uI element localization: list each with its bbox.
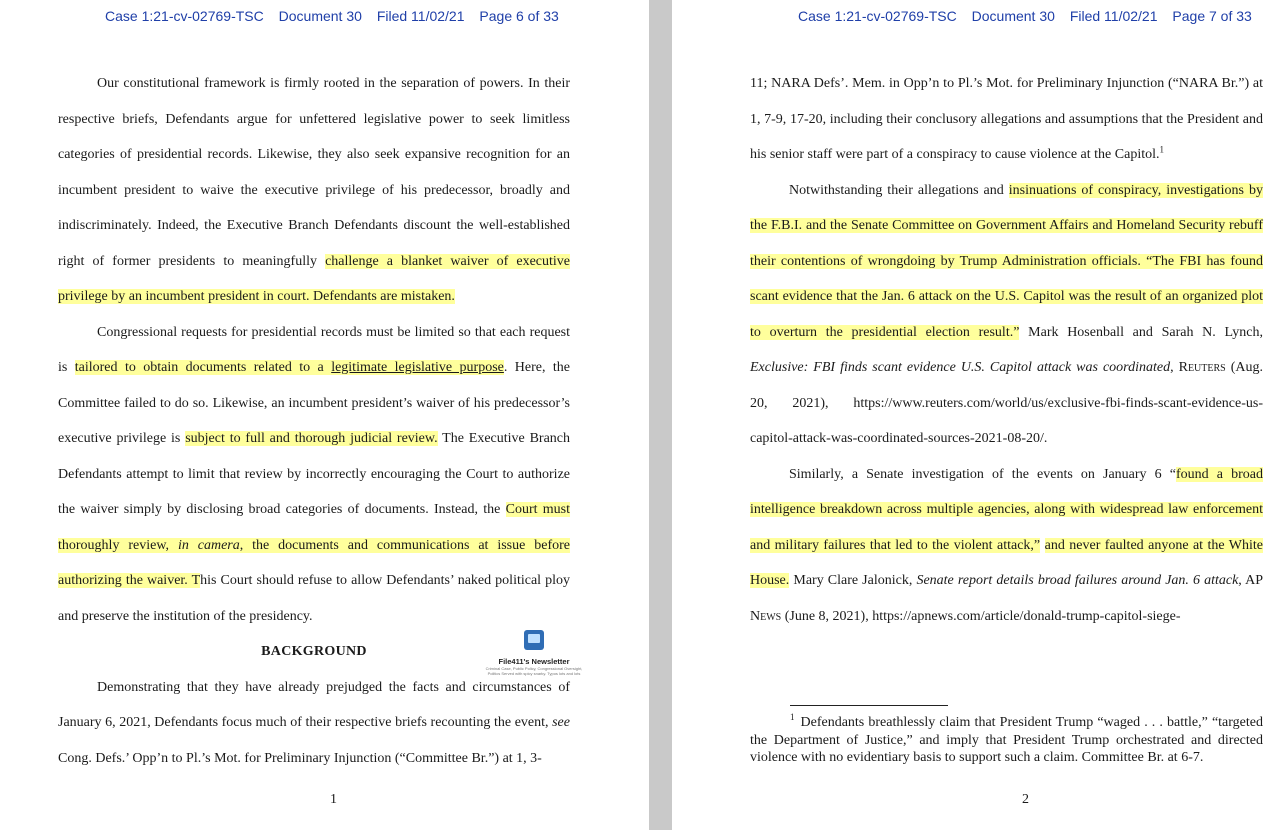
case-number: Case 1:21-cv-02769-TSC xyxy=(105,8,264,24)
small-caps-text: News xyxy=(750,608,782,624)
footnote xyxy=(750,714,1263,767)
page-number: 1 xyxy=(330,792,337,807)
page-body xyxy=(750,66,1263,634)
highlighted-text: , the documents and communications at issue before authorizing the waiver. T xyxy=(58,537,570,588)
text-run: Similarly, a Senate investigation of the events on January 6 “ xyxy=(789,466,1176,482)
text-run: . Here, the Committee failed to do so. Likewise, an incumbent president’s waiver of his predecessor’s executive privilege is xyxy=(58,360,571,446)
highlighted-text: challenge a blanket waiver of executive privilege by an incumbent president in court. Defendants are mistaken. xyxy=(58,253,570,304)
page-indicator: Page 7 of 33 xyxy=(1172,8,1252,24)
text-run: Demonstrating that they have already prejudged the facts and circumstances of January 6, 2021, Defendants focus much of their respective briefs recounting the event, xyxy=(58,679,570,730)
text-run: , AP xyxy=(1238,573,1264,588)
text-run: 11; NARA Defs’. Mem. in Opp’n to Pl.’s Mot. for Preliminary Injunction (“NARA Br.”) at 1, 7-9, 17-20, including their conclusory allegations and assumptions that the President and his senior staff were part of a conspiracy to cause violence at the Capitol. xyxy=(750,76,1263,162)
document-page-right xyxy=(672,0,1280,830)
page-number: 2 xyxy=(1022,792,1029,807)
small-caps-text: Reuters xyxy=(1178,360,1226,375)
page-gutter xyxy=(649,0,672,830)
citation-url: (June 8, 2021), https://apnews.com/article/donald-trump-capitol-siege- xyxy=(781,608,1181,624)
highlighted-text: subject to full and thorough judicial review. xyxy=(185,431,438,446)
text-run: Mark Hosenball and Sarah N. Lynch, xyxy=(1019,324,1263,340)
italic-text: Exclusive: FBI finds scant evidence U.S. Capitol attack was coordinated xyxy=(750,360,1171,375)
text-run: The Executive Branch Defendants attempt to limit that review by incorrectly encouraging the Court to authorize the waiver simply by disclosing broad categories of documents. Instead, the xyxy=(58,431,571,517)
page-header xyxy=(798,8,1263,24)
text-run: Cong. Defs.’ Opp’n to Pl.’s Mot. for Preliminary Injunction (“Committee Br.”) at 1, 3- xyxy=(58,750,542,766)
highlighted-text: Court must thoroughly review, xyxy=(58,502,571,553)
newsletter-icon xyxy=(524,630,544,650)
document-number: Document 30 xyxy=(971,8,1055,24)
footnote-divider xyxy=(790,705,948,706)
newsletter-watermark xyxy=(480,630,588,686)
paragraph xyxy=(58,66,570,315)
page-header xyxy=(105,8,570,24)
italic-text: Senate report details broad failures around Jan. 6 attack xyxy=(916,573,1239,588)
text-run: Congressional requests for presidential records must be limited so that each request is xyxy=(58,324,570,375)
paragraph xyxy=(750,173,1263,457)
footnote-marker[interactable]: 1 xyxy=(1159,144,1164,155)
highlighted-text: tailored to obtain documents related to a xyxy=(74,360,332,375)
document-number: Document 30 xyxy=(278,8,362,24)
highlighted-italic-text: in camera xyxy=(177,537,240,553)
filed-date: Filed 11/02/21 xyxy=(376,8,465,24)
text-run xyxy=(1040,538,1044,553)
footnote-text: Defendants breathlessly claim that President Trump “waged . . . battle,” “targeted the Department of Justice,” and imply that President Trump orchestrated and directed violence with no evidentiary basis to support such a claim. Committee Br. at 6-7. xyxy=(750,715,1263,765)
highlighted-text: insinuations of conspiracy, investigations by the F.B.I. and the Senate Committee on Government Affairs and Homeland Security rebuff their contentions of wrongdoing by Trump Administration officials. “The FBI has found scant evidence that the Jan. 6 attack on the U.S. Capitol was the result of an organized plot to overturn the presidential election result.” xyxy=(750,182,1263,340)
page-indicator: Page 6 of 33 xyxy=(479,8,559,24)
newsletter-tagline: Criminal Case, Public Policy, Congressional Oversight, Politics Served with spicy snarky. Typos lots and lots xyxy=(485,666,583,676)
citation-url: (Aug. 20, 2021), https://www.reuters.com/world/us/exclusive-fbi-finds-scant-evidence-us-capitol-attack-was-coordinated-sources-2021-08-20/. xyxy=(750,360,1264,446)
underlined-highlighted-text: legitimate legislative purpose xyxy=(331,360,504,375)
paragraph xyxy=(750,66,1263,173)
paragraph xyxy=(58,315,570,635)
text-run: Mary Clare Jalonick, xyxy=(789,573,917,588)
text-run: his Court should refuse to allow Defendants’ naked political ploy and preserve the institution of the presidency. xyxy=(58,573,570,624)
case-number: Case 1:21-cv-02769-TSC xyxy=(798,8,957,24)
filed-date: Filed 11/02/21 xyxy=(1069,8,1158,24)
text-run: Notwithstanding their allegations and xyxy=(789,182,1009,198)
highlighted-text: found a broad intelligence breakdown across multiple agencies, along with widespread law enforcement and military failures that led to the violent attack,” xyxy=(750,466,1263,553)
text-run: Our constitutional framework is firmly rooted in the separation of powers. In their respective briefs, Defendants argue for unfettered legislative power to seek limitless categories of presidential records. Likewise, they also seek expansive recognition for an incumbent president to waive the executive privilege of his predecessor, broadly and indiscriminately. Indeed, the Executive Branch Defendants discount the well-established right of former presidents to meaningfully xyxy=(58,76,570,269)
italic-text: see xyxy=(552,715,570,730)
newsletter-name: File411's Newsletter xyxy=(498,657,570,666)
text-run: , xyxy=(1170,360,1179,375)
section-heading: BACKGROUND xyxy=(261,644,367,659)
paragraph xyxy=(750,457,1263,635)
highlighted-text: and never faulted anyone at the White House. xyxy=(750,537,1264,588)
footnote-number: 1 xyxy=(790,712,795,723)
